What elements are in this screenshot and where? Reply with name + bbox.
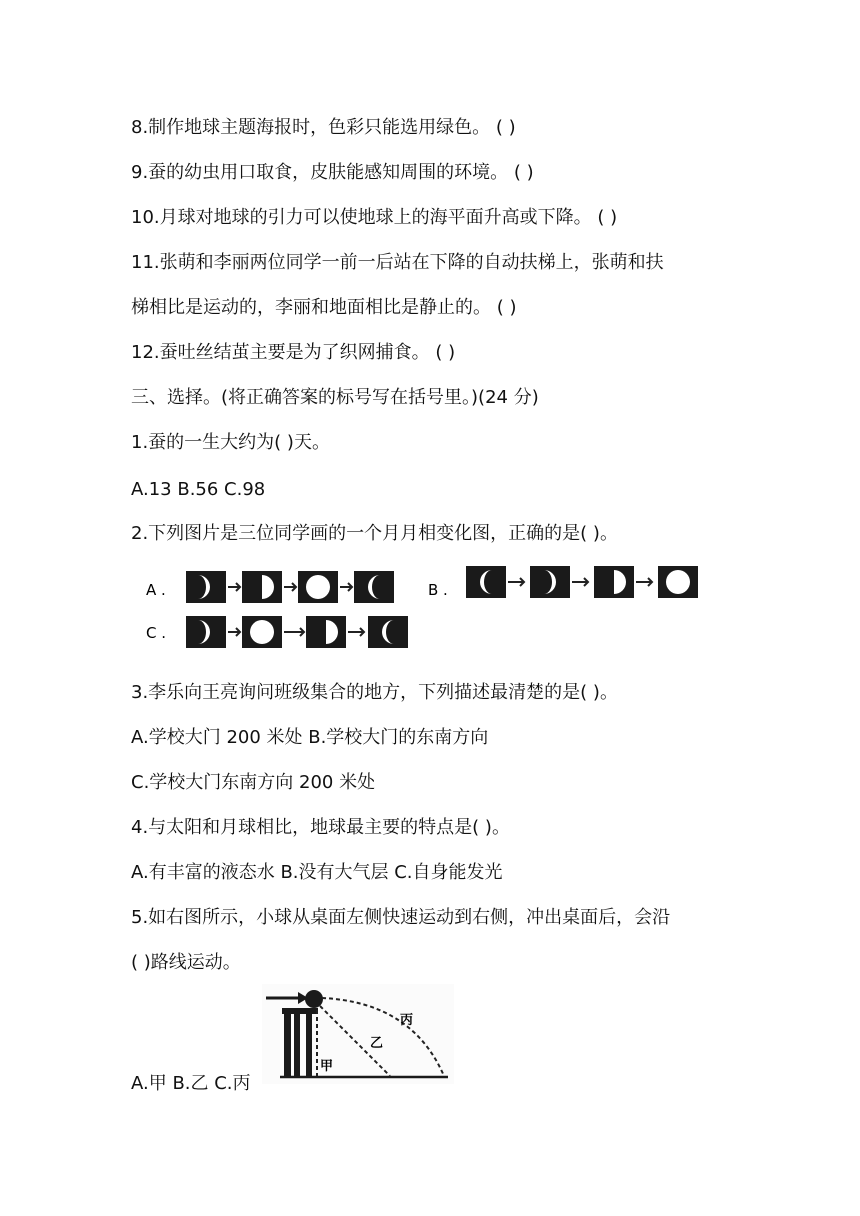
question-8: 8.制作地球主题海报时，色彩只能选用绿色。 ( ) [131, 117, 516, 138]
path-bing-label: 丙 [400, 1013, 414, 1028]
row-a-phases [186, 571, 394, 603]
ball-trajectory-figure [262, 984, 454, 1084]
choice-2: 2.下列图片是三位同学画的一个月月相变化图，正确的是( )。 [131, 523, 618, 544]
question-12: 12.蚕吐丝结茧主要是为了织网捕食。 ( ) [131, 342, 456, 363]
question-11-line1: 11.张萌和李丽两位同学一前一后站在下降的自动扶梯上，张萌和扶 [131, 252, 664, 273]
question-9: 9.蚕的幼虫用口取食，皮肤能感知周围的环境。 ( ) [131, 162, 534, 183]
row-b-phases [466, 566, 698, 598]
option-b-label: B . [428, 581, 448, 599]
choice-3-option-line2: C.学校大门东南方向 200 米处 [131, 772, 376, 793]
choice-5-options: A.甲 B.乙 C.丙 [131, 1073, 251, 1094]
moon-phase-figure [140, 560, 720, 665]
path-jia-label: 甲 [320, 1059, 334, 1074]
choice-5-line2: ( )路线运动。 [131, 952, 241, 973]
choice-3: 3.李乐向王亮询问班级集合的地方，下列描述最清楚的是( )。 [131, 682, 618, 703]
path-yi-label: 乙 [370, 1036, 384, 1051]
choice-1-options: A.13 B.56 C.98 [131, 479, 266, 500]
choice-4-options: A.有丰富的液态水 B.没有大气层 C.自身能发光 [131, 862, 503, 883]
question-10: 10.月球对地球的引力可以使地球上的海平面升高或下降。 ( ) [131, 207, 618, 228]
question-11-line2: 梯相比是运动的，李丽和地面相比是静止的。 ( ) [131, 297, 517, 318]
choice-3-option-line1: A.学校大门 200 米处 B.学校大门的东南方向 [131, 727, 489, 748]
row-c-phases [186, 616, 408, 648]
option-c-label: C . [146, 624, 167, 642]
section-3-heading: 三、选择。(将正确答案的标号写在括号里。)(24 分) [131, 387, 539, 408]
choice-4: 4.与太阳和月球相比，地球最主要的特点是( )。 [131, 817, 510, 838]
choice-1: 1.蚕的一生大约为( )天。 [131, 432, 330, 453]
option-a-label: A . [146, 581, 166, 599]
choice-5-line1: 5.如右图所示，小球从桌面左侧快速运动到右侧，冲出桌面后，会沿 [131, 907, 671, 928]
